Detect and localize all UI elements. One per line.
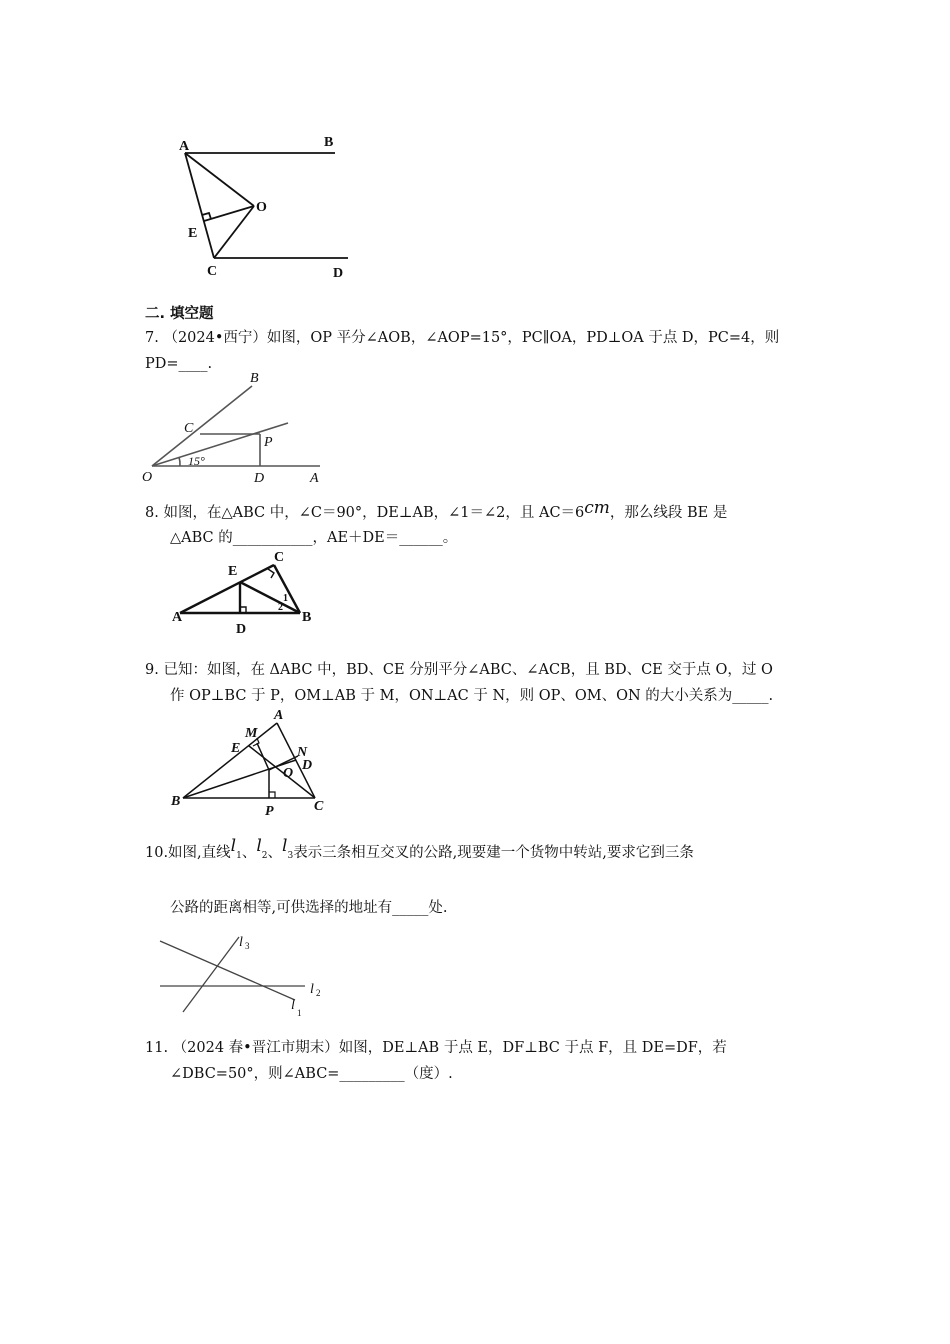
q7-line2: PD=____.: [145, 356, 213, 372]
q8-unit: cm: [584, 498, 610, 518]
figure-parallel-lines-aob: [170, 130, 370, 290]
q8-label-c: C: [274, 550, 285, 565]
q8-label-d: D: [236, 622, 247, 637]
q10-fig-l3: l: [239, 935, 243, 950]
q7-label-p: P: [264, 435, 273, 450]
q8-figure: [170, 545, 330, 640]
q8-label-2: 2: [278, 602, 283, 613]
q7-label-b: B: [250, 371, 259, 386]
q10-l3: l: [282, 836, 288, 856]
q10-line2: 公路的距离相等,可供选择的地址有_____处.: [170, 900, 448, 916]
q10-line1: [145, 836, 694, 869]
q10-l2: l: [256, 836, 262, 856]
q9-label-n: N: [297, 745, 308, 760]
q8-line1-text: 8. 如图，在△ABC 中，∠C＝90°，DE⊥AB，∠1＝∠2，且 AC＝6: [145, 505, 585, 521]
q7-label-d: D: [254, 471, 265, 486]
q8-label-1: 1: [283, 593, 288, 604]
q7-line1: 7. （2024•西宁）如图，OP 平分∠AOB，∠AOP=15°，PC∥OA，PD⊥OA 于点 D，PC=4，则: [145, 330, 780, 346]
q7-figure: [140, 368, 340, 488]
q10-l1: l: [230, 836, 237, 856]
q7-label-o: O: [142, 470, 153, 485]
q9-line1: 9. 已知：如图，在 ΔABC 中，BD、CE 分别平分∠ABC、∠ACB，且 BD、CE 交于点 O，过 O: [145, 662, 773, 678]
q7-label-c: C: [184, 421, 194, 436]
q11-line1: 11. （2024 春•晋江市期末）如图，DE⊥AB 于点 E，DF⊥BC 于点 F，且 DE=DF，若: [145, 1040, 727, 1056]
q10-sep1: 、: [241, 845, 257, 861]
fig-label-b: B: [324, 135, 334, 150]
q8-label-e: E: [228, 564, 238, 579]
q9-label-m: M: [245, 726, 258, 741]
q9-label-e: E: [231, 741, 241, 756]
q10-fig-l1: l: [291, 998, 295, 1013]
q8-label-a: A: [172, 610, 183, 625]
fig-label-d: D: [333, 266, 344, 281]
q10-figure: [155, 930, 335, 1020]
q10-fig-l2-sub: 2: [316, 988, 321, 998]
fig-label-e: E: [188, 226, 198, 241]
q7-label-angle: 15°: [188, 454, 205, 468]
q10-l3-sub: 3: [287, 850, 294, 861]
q11-line2: ∠DBC=50°，则∠ABC=_________（度）.: [170, 1066, 453, 1082]
q10-sep2: 、: [267, 845, 283, 861]
fig-label-a: A: [179, 139, 190, 154]
q10-l1-sub: 1: [236, 850, 242, 861]
q8-label-b: B: [302, 610, 312, 625]
q9-figure: [165, 705, 340, 820]
q9-label-o: O: [283, 766, 294, 781]
q7-label-a: A: [310, 471, 319, 486]
q8-line1: [145, 498, 728, 523]
q9-label-a: A: [274, 708, 284, 723]
section-heading: 二. 填空题: [145, 306, 214, 322]
q9-line2: 作 OP⊥BC 于 P，OM⊥AB 于 M，ON⊥AC 于 N，则 OP、OM、ON 的大小关系为_____.: [170, 688, 774, 704]
q9-label-b: B: [171, 794, 181, 809]
q10-prefix: 10.如图,直线: [145, 845, 231, 861]
q8-line1-tail: ，那么线段 BE 是: [609, 505, 728, 521]
q9-label-c: C: [314, 799, 324, 814]
fig-label-o: O: [256, 200, 267, 215]
q9-label-p: P: [265, 804, 274, 819]
q9-label-d: D: [302, 758, 313, 773]
q10-fig-l1-sub: 1: [297, 1008, 302, 1018]
q10-l2-sub: 2: [261, 850, 268, 861]
q8-line2: △ABC 的___________，AE＋DE＝______。: [170, 530, 458, 546]
q10-fig-l2: l: [310, 982, 314, 997]
q10-suffix: 表示三条相互交叉的公路,现要建一个货物中转站,要求它到三条: [293, 845, 694, 861]
q10-fig-l3-sub: 3: [245, 941, 250, 951]
fig-label-c: C: [207, 264, 218, 279]
